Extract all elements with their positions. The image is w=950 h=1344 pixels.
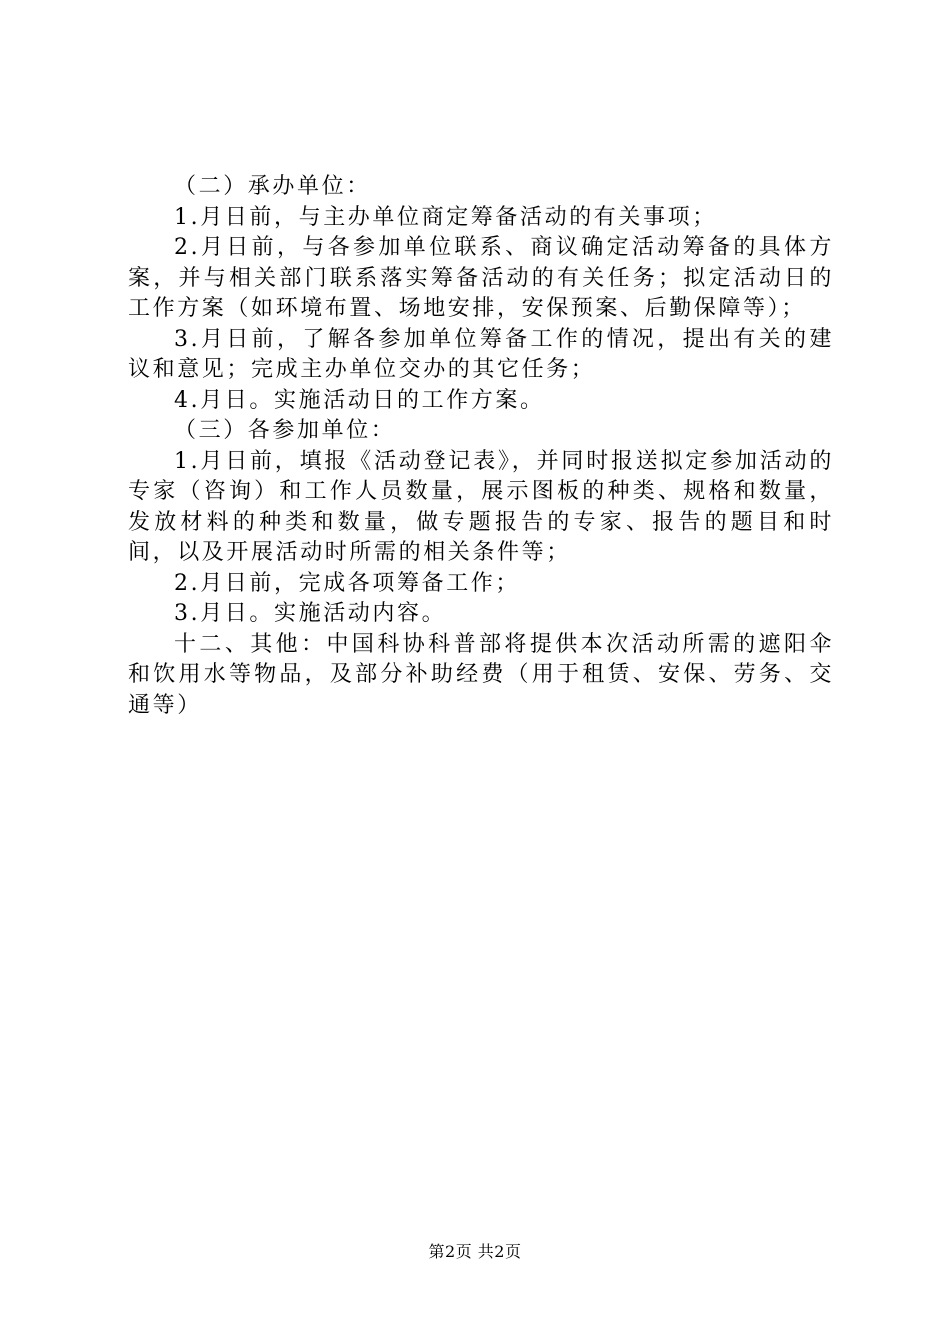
paragraph: 3.月日前，了解各参加单位筹备工作的情况，提出有关的建议和意见；完成主办单位交办的其它任务；: [128, 326, 834, 382]
paragraph: 3.月日。实施活动内容。: [174, 601, 447, 626]
page-footer: 第2页 共2页: [428, 1242, 522, 1261]
document-body: [128, 172, 834, 721]
section-heading-participants: （三）各参加单位：: [174, 418, 396, 443]
section-heading-organizer: （二）承办单位：: [174, 174, 371, 199]
paragraph: 2.月日前，完成各项筹备工作；: [174, 570, 520, 596]
paragraph: 2.月日前，与各参加单位联系、商议确定活动筹备的具体方案，并与相关部门联系落实筹备活动的有关任务；拟定活动日的工作方案（如环境布置、场地安排，安保预案、后勤保障等）；: [128, 235, 834, 321]
paragraph: 1.月日前，与主办单位商定筹备活动的有关事项；: [174, 204, 717, 230]
paragraph: 1.月日前，填报《活动登记表》，并同时报送拟定参加活动的专家（咨询）和工作人员数量，展示图板的种类、规格和数量，发放材料的种类和数量，做专题报告的专家、报告的题目和时间，以及开展活动时所需的相关条件等；: [128, 448, 834, 565]
paragraph-other: 十二、其他：中国科协科普部将提供本次活动所需的遮阳伞和饮用水等物品，及部分补助经费（用于租赁、安保、劳务、交通等）: [128, 631, 834, 718]
paragraph: 4.月日。实施活动日的工作方案。: [174, 387, 545, 413]
